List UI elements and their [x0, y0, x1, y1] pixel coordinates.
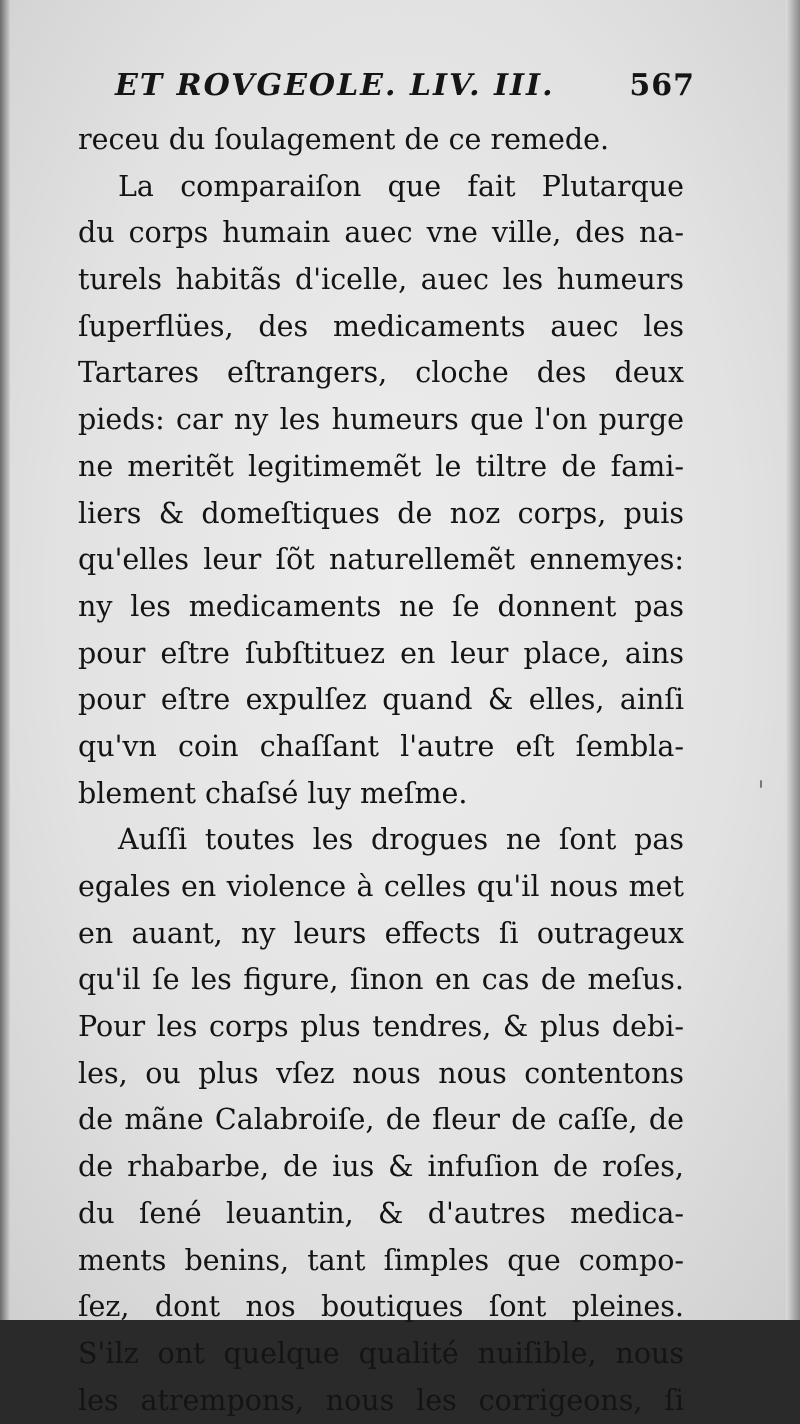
- text-line: ny les medicaments ne ſe donnent pas: [78, 589, 684, 623]
- text-line: en auant, ny leurs effects ſi outrageux: [78, 916, 684, 950]
- text-line: de rhabarbe, de ius & infuſion de roſes,: [78, 1150, 684, 1184]
- page-gutter-shadow: [0, 0, 10, 1320]
- text-line: S'ilz ont quelque qualité nuiſible, nous: [78, 1336, 684, 1370]
- text-line: les, ou plus vſez nous nous contentons: [78, 1056, 684, 1090]
- text-line: ſuperflües, des medicaments auec les: [78, 309, 684, 343]
- running-head-title: ET ROVGEOLE. LIV. III.: [115, 68, 555, 103]
- text-line: Pour les corps plus tendres, & plus debi-: [78, 1010, 684, 1044]
- text-line: blement chaſsé luy meſme.: [78, 776, 468, 810]
- text-line: egales en violence à celles qu'il nous met: [78, 870, 684, 903]
- text-line: les atrempons, nous les corrigeons, ſi: [78, 1383, 684, 1417]
- text-line: liers & domeſtiques de noz corps, puis: [78, 496, 684, 530]
- text-line: pour eſtre ſubſtituez en leur place, ains: [78, 636, 684, 670]
- text-line: turels habitãs d'icelle, auec les humeurs: [78, 263, 684, 297]
- text-line: pieds: car ny les humeurs que l'on purge: [78, 403, 684, 437]
- ink-speck: [760, 780, 762, 788]
- text-line: La comparaiſon que fait Plutarque: [118, 169, 684, 203]
- text-line: qu'elles leur ſõt naturellemẽt ennemyes:: [78, 543, 684, 577]
- text-line: du corps humain auec vne ville, des na-: [78, 216, 684, 250]
- text-line: de mãne Calabroiſe, de fleur de caſſe, de: [78, 1103, 684, 1137]
- running-head: [115, 68, 695, 118]
- page-edge-shadow: [786, 0, 800, 1320]
- text-line: qu'il ſe les figure, ſinon en cas de meſus.: [78, 963, 684, 997]
- text-line: du ſené leuantin, & d'autres medica-: [78, 1196, 684, 1230]
- text-line: qu'vn coin chaſſant l'autre eſt ſembla-: [78, 729, 684, 763]
- text-line: ne meritẽt legitimemẽt le tiltre de fami-: [78, 449, 684, 483]
- text-line: ments benins, tant ſimples que compo-: [78, 1243, 684, 1277]
- body-text: [78, 117, 684, 1424]
- text-line: pour eſtre expulſez quand & elles, ainſi: [78, 683, 684, 717]
- text-line: Tartares eſtrangers, cloche des deux: [78, 356, 684, 390]
- text-line: Auſſi toutes les drogues ne ſont pas: [118, 823, 684, 857]
- text-line: ſez, dont nos boutiques ſont pleines.: [78, 1290, 684, 1324]
- text-line: receu du ſoulagement de ce remede.: [78, 123, 610, 156]
- page-number: 567: [629, 68, 695, 103]
